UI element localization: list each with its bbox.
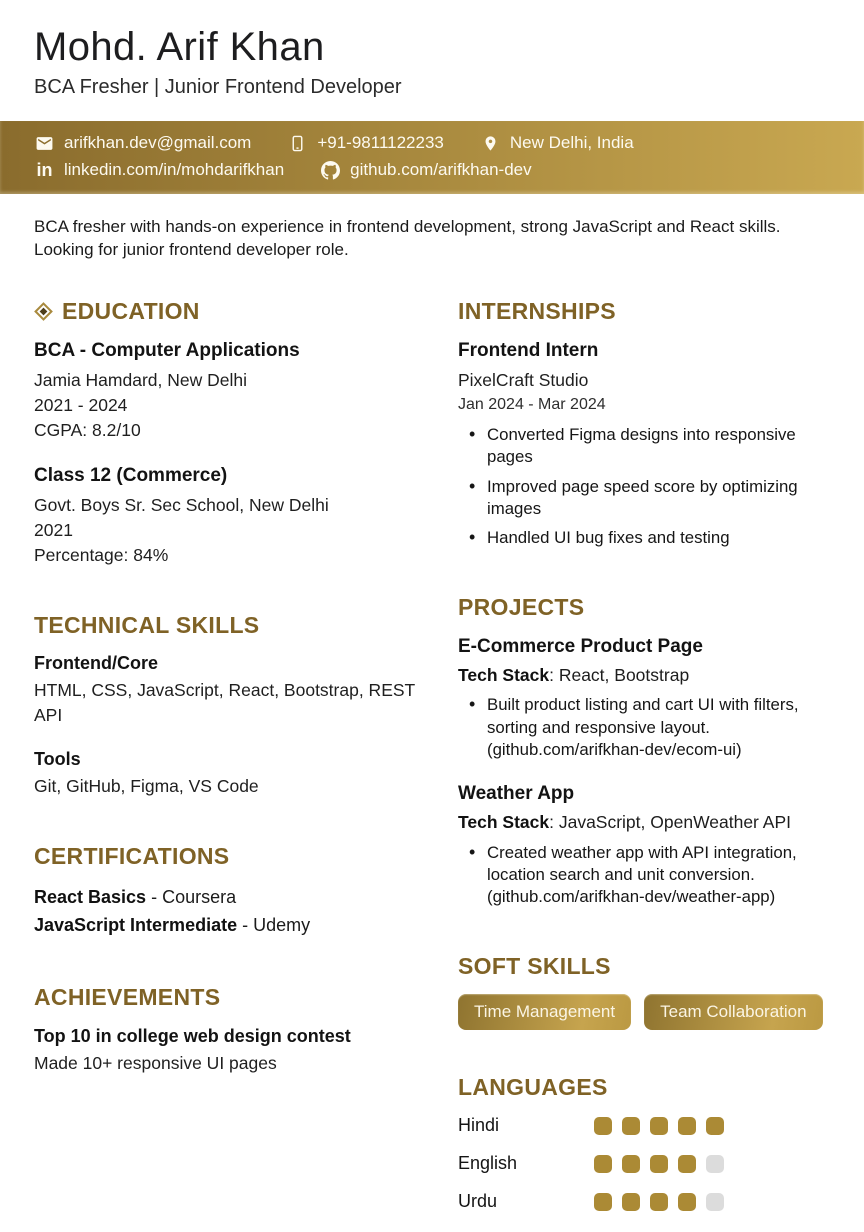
language-level-filled-square xyxy=(678,1117,696,1135)
location-pin-icon xyxy=(481,134,500,153)
internship-role: Frontend Intern xyxy=(458,340,599,362)
soft-skill-badge: Time Management xyxy=(458,994,631,1030)
language-row xyxy=(458,1153,830,1174)
person-name: Mohd. Arif Khan xyxy=(34,25,325,69)
section-technical-skills xyxy=(34,613,422,799)
right-column xyxy=(458,299,830,1232)
contact-row-1 xyxy=(35,133,844,153)
certification-provider: - Udemy xyxy=(237,915,311,936)
languages-heading: LANGUAGES xyxy=(458,1073,608,1100)
achievement-title: Top 10 in college web design contest xyxy=(34,1025,351,1046)
language-level-filled-square xyxy=(706,1117,724,1135)
project-item xyxy=(458,782,830,908)
certification-item xyxy=(34,884,422,912)
soft-skills-heading: SOFT SKILLS xyxy=(458,952,611,979)
bullet-item: • Improved page speed score by optimizing images xyxy=(458,476,830,521)
language-level-filled-square xyxy=(622,1155,640,1173)
language-level-filled-square xyxy=(594,1155,612,1173)
project-title: Weather App xyxy=(458,783,575,805)
language-level-filled-square xyxy=(622,1193,640,1211)
bullet-item: • Created weather app with API integration, location search and unit conversion. (github.com/arifkhan-dev/weather-app) xyxy=(458,842,830,909)
contact-location xyxy=(481,133,634,153)
contact-linkedin-text: linkedin.com/in/mohdarifkhan xyxy=(64,160,285,179)
skill-group-value: Git, GitHub, Figma, VS Code xyxy=(34,776,259,797)
internship-item xyxy=(458,339,830,549)
section-certifications xyxy=(34,844,422,940)
bullet-item: • Converted Figma designs into responsive pages xyxy=(458,424,830,469)
github-icon xyxy=(321,161,340,180)
certification-item xyxy=(34,912,422,940)
section-soft-skills xyxy=(458,954,830,1030)
content-columns xyxy=(0,299,864,1232)
header xyxy=(0,0,864,99)
language-level-filled-square xyxy=(650,1155,668,1173)
institution: Jamia Hamdard, New Delhi xyxy=(34,369,247,390)
language-row xyxy=(458,1191,830,1212)
internships-heading: INTERNSHIPS xyxy=(458,297,616,324)
diamond-icon xyxy=(34,302,53,321)
education-item xyxy=(34,339,422,443)
period: 2021 xyxy=(34,519,73,540)
language-row xyxy=(458,1115,830,1136)
language-level-filled-square xyxy=(650,1193,668,1211)
language-level-filled-square xyxy=(594,1193,612,1211)
language-level-filled-square xyxy=(678,1193,696,1211)
contact-location-text: New Delhi, India xyxy=(509,133,634,152)
contact-phone-text: +91-9811122233 xyxy=(317,133,444,152)
project-tech-stack xyxy=(458,664,830,688)
language-level-filled-square xyxy=(594,1117,612,1135)
project-bullets xyxy=(458,694,830,761)
language-level-filled-square xyxy=(678,1155,696,1173)
achievements-heading: ACHIEVEMENTS xyxy=(34,984,221,1011)
contact-github-text: github.com/arifkhan-dev xyxy=(350,160,532,179)
certification-name: JavaScript Intermediate xyxy=(34,915,238,936)
left-column xyxy=(34,299,422,1232)
project-title: E-Commerce Product Page xyxy=(458,635,703,657)
score: CGPA: 8.2/10 xyxy=(34,419,141,440)
contact-row-2 xyxy=(35,160,844,180)
projects-heading: PROJECTS xyxy=(458,593,585,620)
skill-group-label: Frontend/Core xyxy=(34,653,158,674)
language-level-indicator xyxy=(594,1155,724,1173)
certification-provider: - Coursera xyxy=(146,887,237,908)
bullet-item: • Built product listing and cart UI with filters, sorting and responsive layout. (github.com/arifkhan-dev/ecom-ui) xyxy=(458,694,830,761)
internship-bullets xyxy=(458,424,830,550)
linkedin-icon: in xyxy=(36,160,53,180)
skill-group xyxy=(34,653,422,728)
education-heading-text: EDUCATION xyxy=(62,297,200,324)
language-level-filled-square xyxy=(650,1117,668,1135)
period: 2021 - 2024 xyxy=(34,394,128,415)
achievement-detail: Made 10+ responsive UI pages xyxy=(34,1052,277,1073)
mobile-phone-icon xyxy=(288,134,307,153)
language-name: Urdu xyxy=(458,1191,498,1212)
summary-text: BCA fresher with hands-on experience in frontend development, strong JavaScript and React skills. Looking for junior frontend developer role. xyxy=(34,217,781,260)
certification-name: React Basics xyxy=(34,887,147,908)
language-level-indicator xyxy=(594,1193,724,1211)
technical-skills-heading: TECHNICAL SKILLS xyxy=(34,611,260,638)
tech-stack-label: Tech Stack xyxy=(458,664,550,685)
bullet-item: • Handled UI bug fixes and testing xyxy=(458,527,830,549)
person-title: BCA Fresher | Junior Frontend Developer xyxy=(34,76,402,98)
section-languages xyxy=(458,1075,830,1212)
skill-group-value: HTML, CSS, JavaScript, React, Bootstrap, REST API xyxy=(34,680,415,726)
contact-linkedin[interactable] xyxy=(35,160,284,180)
section-education xyxy=(34,299,422,568)
skill-group xyxy=(34,749,422,799)
envelope-icon xyxy=(35,134,54,153)
certifications-heading: CERTIFICATIONS xyxy=(34,843,230,870)
project-item xyxy=(458,635,830,761)
section-internships xyxy=(458,299,830,550)
language-level-filled-square xyxy=(622,1117,640,1135)
tech-stack-label: Tech Stack xyxy=(458,812,550,833)
internship-company: PixelCraft Studio xyxy=(458,369,589,390)
soft-skill-badge: Team Collaboration xyxy=(644,994,822,1030)
contact-email-text: arifkhan.dev@gmail.com xyxy=(64,133,252,152)
language-name: English xyxy=(458,1153,518,1174)
section-projects xyxy=(458,595,830,909)
contact-bar xyxy=(0,121,864,194)
contact-email[interactable] xyxy=(35,133,251,153)
language-name: Hindi xyxy=(458,1115,500,1136)
education-item xyxy=(34,464,422,568)
score: Percentage: 84% xyxy=(34,544,169,565)
language-level-empty-square xyxy=(706,1155,724,1173)
section-achievements xyxy=(34,985,422,1075)
degree-title: Class 12 (Commerce) xyxy=(34,465,228,486)
degree-title: BCA - Computer Applications xyxy=(34,340,300,362)
tech-stack-value: : React, Bootstrap xyxy=(549,664,690,685)
project-bullets xyxy=(458,842,830,909)
contact-github[interactable] xyxy=(321,160,531,180)
contact-phone[interactable] xyxy=(288,133,444,153)
soft-skill-badges xyxy=(458,994,830,1030)
institution: Govt. Boys Sr. Sec School, New Delhi xyxy=(34,494,329,515)
language-level-indicator xyxy=(594,1117,724,1135)
education-heading xyxy=(34,299,422,324)
language-level-empty-square xyxy=(706,1193,724,1211)
project-tech-stack xyxy=(458,811,830,835)
internship-period: Jan 2024 - Mar 2024 xyxy=(458,395,606,413)
skill-group-label: Tools xyxy=(34,749,81,770)
tech-stack-value: : JavaScript, OpenWeather API xyxy=(549,812,791,833)
